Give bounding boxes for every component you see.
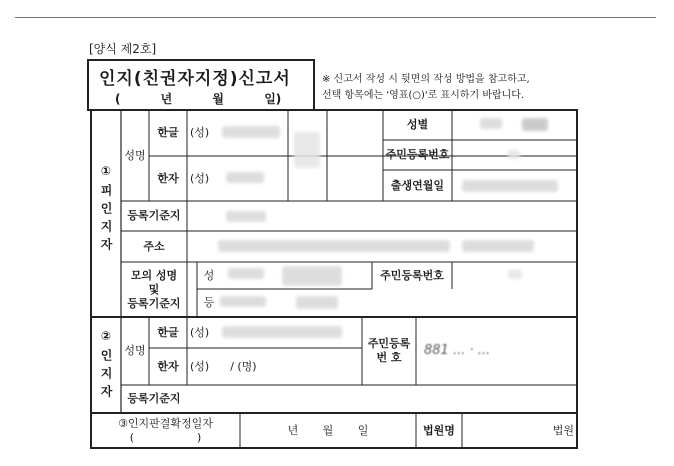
redacted-s1-mother-resident — [508, 270, 522, 279]
s1-hangul-label: 한글 — [157, 126, 179, 139]
s1-birth-date-label: 출생연월일 — [390, 178, 445, 192]
s1-mother-resident-label: 주민등록번호 — [380, 268, 444, 282]
s3-label-line1: ③인지판결확정일자 — [118, 416, 213, 430]
s2-hanja-line: (성) / (명) — [190, 359, 257, 373]
s3-court-label: 법원명 — [423, 423, 455, 437]
redacted-s1-resident-no — [508, 150, 520, 159]
s2-reg-base-label: 등록기준지 — [127, 392, 181, 405]
s3-court-suffix: 법원 — [552, 423, 574, 437]
s1-hanja-surname: (성) — [190, 171, 210, 185]
note-line-2: 선택 항목에는 '영표(○)'로 표시하기 바랍니다. — [322, 90, 525, 101]
redacted-s1-birth-date — [462, 180, 558, 192]
redacted-s1-reg-base — [226, 211, 266, 222]
redacted-s1-mother-reg-a — [220, 296, 266, 307]
s1-gender-label: 성별 — [406, 118, 429, 131]
s2-resident-label-line1: 주민등록 — [367, 337, 411, 350]
s1-mother-label-line2: 및 — [148, 282, 160, 296]
section2-label: ②인지자 — [99, 329, 113, 403]
s1-mother-surname: 성 — [203, 268, 215, 282]
form-title: 인지(친권자지정)신고서 — [99, 69, 291, 89]
s1-hangul-surname: (성) — [190, 126, 210, 139]
s1-name-label: 성명 — [124, 148, 146, 162]
s3-ymd: 년 월 일 — [287, 423, 369, 437]
s1-hanja-label: 한자 — [157, 171, 179, 185]
s3-label-line2: ( ) — [129, 430, 202, 444]
s1-resident-no-label: 주민등록번호 — [385, 148, 450, 161]
redacted-s1-gender-b — [522, 118, 548, 131]
redacted-s2-hangul-name — [222, 326, 342, 338]
s1-mother-reg: 등 — [203, 296, 215, 309]
s2-hangul-surname: (성) — [190, 325, 210, 339]
redacted-s1-address-a — [218, 240, 450, 252]
s2-resident-label-line2: 번 호 — [376, 351, 402, 364]
section1-label: ①피인지자 — [99, 164, 113, 256]
s1-reg-base-label: 등록기준지 — [127, 209, 181, 222]
redacted-s1-mother-extra — [282, 266, 342, 286]
form-number: [양식 제2호] — [89, 42, 157, 56]
note-line-1: ※ 신고서 작성 시 뒷면의 작성 방법을 참고하고, — [322, 74, 530, 85]
redacted-s1-mother-name — [228, 268, 264, 279]
redacted-s1-hangul-name — [222, 126, 280, 138]
form-date-line: ( 년 월 일) — [115, 92, 282, 106]
redacted-s1-stamp — [294, 132, 320, 168]
s1-address-label: 주소 — [143, 239, 165, 253]
s1-mother-label-line1: 모의 성명 — [130, 268, 178, 282]
s3-confirm-date-label — [91, 413, 240, 448]
s2-hangul-label: 한글 — [157, 325, 179, 339]
redacted-s1-gender-a — [480, 118, 502, 129]
redacted-s1-hanja-name — [226, 172, 264, 183]
s2-name-label: 성명 — [124, 344, 146, 357]
s1-mother-label-line3: 등록기준지 — [127, 296, 181, 310]
s1-mother-label — [121, 262, 187, 317]
redacted-s1-mother-reg-b — [296, 296, 338, 309]
s2-hanja-label: 한자 — [157, 359, 179, 373]
redacted-s1-address-b — [462, 240, 534, 252]
s2-resident-label — [362, 317, 416, 385]
s2-resident-value: 881 ... · ... — [424, 343, 491, 358]
